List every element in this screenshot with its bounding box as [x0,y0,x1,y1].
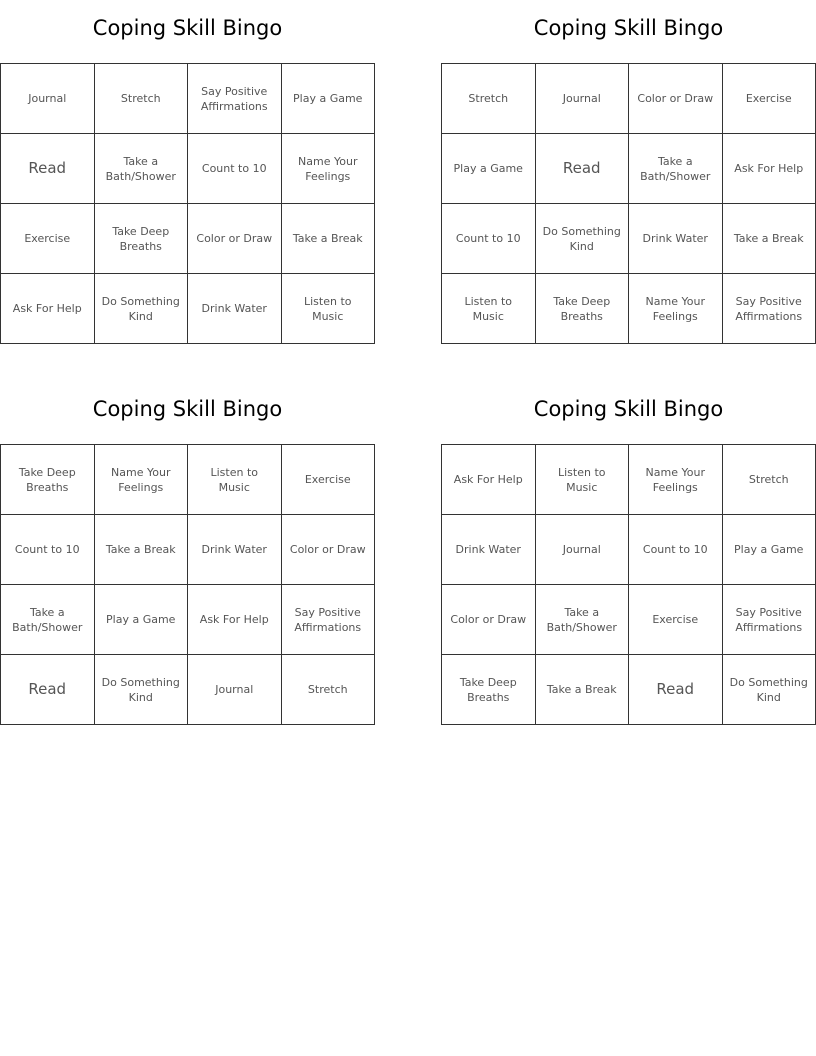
bingo-grid [0,63,375,344]
bingo-cell: Read [1,655,95,725]
card-title: Coping Skill Bingo [92,397,283,421]
bingo-cell: Take a Bath/Shower [1,585,95,655]
bingo-cell: Color or Draw [629,64,723,134]
bingo-grid [441,444,816,725]
bingo-cell: Take a Break [722,204,816,274]
bingo-cell: Take a Bath/Shower [94,134,188,204]
bingo-cell: Ask For Help [188,585,282,655]
bingo-cell: Do Something Kind [722,655,816,725]
bingo-cell: Do Something Kind [94,655,188,725]
bingo-cell: Name Your Feelings [629,274,723,344]
bingo-cell: Take Deep Breaths [535,274,629,344]
bingo-cell: Name Your Feelings [629,445,723,515]
bingo-cell: Read [1,134,95,204]
bingo-cell: Listen to Music [281,274,375,344]
bingo-cell: Stretch [442,64,536,134]
bingo-cell: Do Something Kind [94,274,188,344]
bingo-grid [441,63,816,344]
bingo-cell: Drink Water [188,274,282,344]
bingo-cell: Stretch [281,655,375,725]
bingo-cell: Take a Break [94,515,188,585]
bingo-cell: Take a Bath/Shower [535,585,629,655]
bingo-cell: Take a Bath/Shower [629,134,723,204]
bingo-cell: Play a Game [281,64,375,134]
bingo-cell: Journal [535,515,629,585]
bingo-cell: Count to 10 [442,204,536,274]
bingo-cell: Drink Water [442,515,536,585]
bingo-cell: Ask For Help [722,134,816,204]
bingo-cell: Say Positive Affirmations [722,585,816,655]
bingo-cell: Name Your Feelings [281,134,375,204]
bingo-cell: Do Something Kind [535,204,629,274]
card-title: Coping Skill Bingo [533,16,724,40]
bingo-cell: Take a Break [535,655,629,725]
bingo-cell: Listen to Music [442,274,536,344]
bingo-cell: Count to 10 [188,134,282,204]
bingo-cell: Journal [1,64,95,134]
bingo-cell: Say Positive Affirmations [281,585,375,655]
bingo-cell: Play a Game [442,134,536,204]
bingo-cell: Journal [535,64,629,134]
bingo-cell: Journal [188,655,282,725]
bingo-grid [0,444,375,725]
bingo-cell: Take Deep Breaths [94,204,188,274]
bingo-cell: Exercise [1,204,95,274]
bingo-cell: Take a Break [281,204,375,274]
bingo-cell: Play a Game [94,585,188,655]
bingo-cell: Listen to Music [188,445,282,515]
bingo-cell: Ask For Help [1,274,95,344]
bingo-cell: Exercise [629,585,723,655]
bingo-cell: Color or Draw [281,515,375,585]
bingo-cell: Drink Water [629,204,723,274]
card-title: Coping Skill Bingo [92,16,283,40]
bingo-cell: Drink Water [188,515,282,585]
bingo-cell: Read [535,134,629,204]
bingo-cell: Take Deep Breaths [1,445,95,515]
bingo-cell: Name Your Feelings [94,445,188,515]
bingo-cell: Stretch [722,445,816,515]
bingo-cell: Stretch [94,64,188,134]
bingo-cell: Say Positive Affirmations [188,64,282,134]
bingo-cell: Count to 10 [1,515,95,585]
bingo-cell: Play a Game [722,515,816,585]
bingo-cell: Color or Draw [442,585,536,655]
bingo-cell: Count to 10 [629,515,723,585]
card-title: Coping Skill Bingo [533,397,724,421]
bingo-cell: Listen to Music [535,445,629,515]
bingo-cell: Color or Draw [188,204,282,274]
bingo-cell: Take Deep Breaths [442,655,536,725]
bingo-cell: Exercise [281,445,375,515]
bingo-cell: Say Positive Affirmations [722,274,816,344]
bingo-cell: Read [629,655,723,725]
bingo-cell: Ask For Help [442,445,536,515]
bingo-cell: Exercise [722,64,816,134]
